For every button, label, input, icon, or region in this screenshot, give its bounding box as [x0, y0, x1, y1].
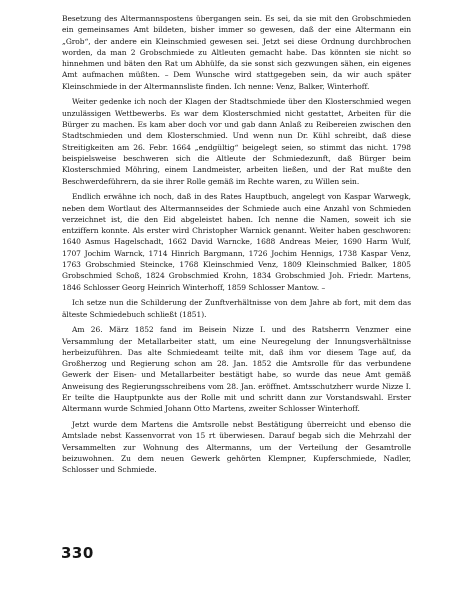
body-text: [62, 13, 411, 480]
paragraph-2: Weiter gedenke ich noch der Klagen der Stadtschmiede über den Klosterschmied wegen unzulässigen Wettbewerbs. Es war dem Klosterschmied nicht gestattet, Arbeiten für die Bürger zu machen. Es kam aber doch vor und gab dann Anlaß zu Reibereien zwischen den Stadtschmieden und dem Klosterschmied. Und wenn nun Dr. Kühl schreibt, daß diese Streitigkeiten am 26. Febr. 1664 „endgültig“ beigelegt seien, so stimmt das nicht. 1798 beispielsweise beschweren sich die Altleute der Schmiedezunft, daß Bürger beim Klosterschmied Möhring, einem Landmeister, arbeiten ließen, und der Rat mußte den Beschwerdeführern, da sie ihrer Rolle gemäß im Rechte waren, zu Willen sein.: [62, 97, 411, 186]
page-number: 330: [61, 544, 94, 562]
paragraph-6: Jetzt wurde dem Martens die Amtsrolle nebst Bestätigung überreicht und ebenso die Amtslade nebst Kassenvorrat von 15 rt überwiesen. Darauf begab sich die Mehrzahl der Versammelten zur Wohnung des Altermanns, um der Verteilung der Gesamtrolle beizuwohnen. Zu dem neuen Gewerk gehörten Klempner, Kupferschmiede, Nadler, Schlosser und Schmiede.: [62, 420, 411, 475]
paragraph-4: Ich setze nun die Schilderung der Zunftverhältnisse von dem Jahre ab fort, mit dem das älteste Schmiedebuch schließt (1851).: [62, 298, 411, 319]
paragraph-3: Endlich erwähne ich noch, daß in des Rates Hauptbuch, angelegt von Kaspar Warwegk, neben dem Wortlaut des Altermannseides der Schmiede auch eine Anzahl von Schmieden verzeichnet ist, die den Eid abgeleistet haben. Ich nenne die Namen, soweit ich sie entziffern konnte. Als erster wird Christopher Warnick genannt. Weiter haben geschworen: 1640 Asmus Hagelschadt, 1662 David Warncke, 1688 Andreas Meier, 1690 Harm Wulf, 1707 Jochim Warnck, 1714 Hinrich Bargmann, 1726 Jochim Hennigs, 1738 Kaspar Venz, 1763 Grobschmied Steincke, 1768 Kleinschmied Venz, 1809 Kleinschmied Balker, 1805 Grobschmied Schoß, 1824 Grobschmied Krohn, 1834 Grobschmied Joh. Friedr. Martens, 1846 Schlosser Georg Heinrich Winterhoff, 1859 Schlosser Mantow. –: [62, 192, 411, 292]
paragraph-5: Am 26. März 1852 fand im Beisein Nizze I. und des Ratsherrn Venzmer eine Versammlung der Metallarbeiter statt, um eine Neuregelung der Innungsverhältnisse herbeizuführen. Das alte Schmiedeamt teilte mit, daß ihm vor diesem Tage auf, da Großherzog und Regierung schon am 28. Jan. 1852 die Amtsrolle für das verbundene Gewerk der Eisen- und Metallarbeiter bestätigt habe, so wurde das neue Amt gemäß Anweisung des Regierungsschreibens vom 28. Jan. eröffnet. Amtsschutzherr wurde Nizze I. Er teilte die Hauptpunkte aus der Rolle mit und schritt dann zur Vorstandswahl. Erster Altermann wurde Schmied Johann Otto Martens, zweiter Schlosser Winterhoff.: [62, 325, 411, 414]
paragraph-1: Besetzung des Altermannspostens übergangen sein. Es sei, da sie mit den Grobschmieden ein gemeinsames Amt bildeten, bisher immer so gewesen, daß der eine Altermann ein „Grob“, der andere ein Kleinschmied gewesen sei. Jetzt sei diese Ordnung durchbrochen worden, da man 2 Grobschmiede zu Altleuten gemacht habe. Das könnten sie nicht so hinnehmen und bäten den Rat um Abhülfe, da sie sonst sich gezwungen sähen, ein eigenes Amt aufmachen müßten. – Dem Wunsche wird stattgegeben sein, da wir auch später Kleinschmiede in der Altermannsliste finden. Ich nenne: Venz, Balker, Winterhoff.: [62, 14, 411, 91]
